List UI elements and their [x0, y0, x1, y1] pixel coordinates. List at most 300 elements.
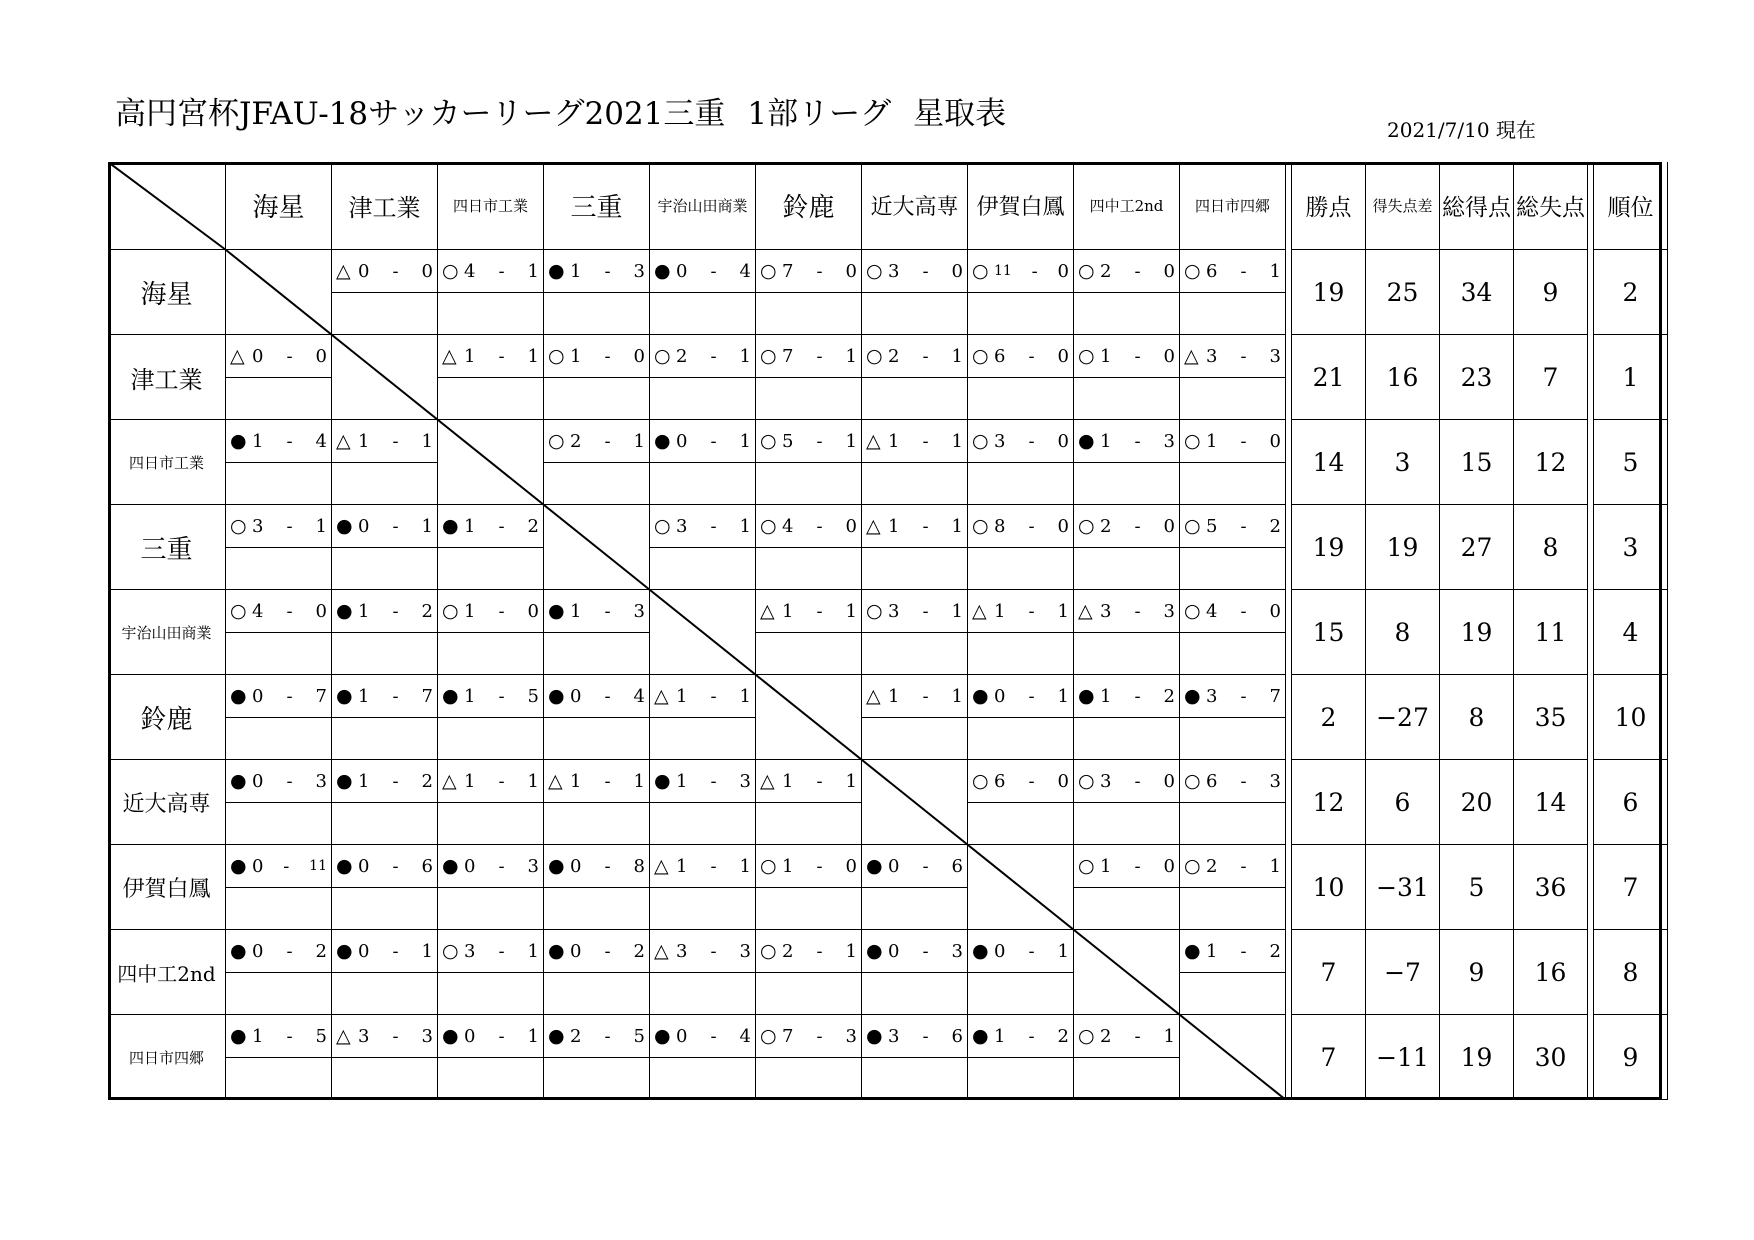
goals-for: 4 [464, 260, 476, 282]
score-dash: - [710, 430, 717, 452]
score-dash: - [604, 260, 611, 282]
goals-against: 0 [527, 600, 539, 622]
goals-for: 1 [464, 600, 476, 622]
score-dash: - [283, 855, 290, 877]
score-dash: - [498, 770, 505, 792]
result-mark: ● [866, 1025, 883, 1047]
rank-value: 10 [1594, 675, 1668, 760]
goals-against: 3 [633, 260, 645, 282]
goals-for: 0 [252, 685, 264, 707]
score-dash: - [816, 855, 823, 877]
goals-for: 1 [676, 685, 688, 707]
score-dash: - [392, 940, 399, 962]
goals-for: 0 [252, 855, 264, 877]
goals-against: 2 [1269, 940, 1281, 962]
goals-for: 0 [994, 685, 1006, 707]
goals-for: 0 [676, 1025, 688, 1047]
result-mark: ○ [760, 260, 777, 282]
goals-for: 7 [782, 1025, 794, 1047]
goals-for: 3 [358, 1025, 370, 1047]
goals-against: 5 [527, 685, 539, 707]
result-mark: △ [336, 1025, 351, 1047]
goals-against: 4 [315, 430, 327, 452]
goals-against: 1 [739, 430, 751, 452]
result-mark: ● [654, 430, 671, 452]
score-dash: - [1028, 430, 1035, 452]
column-header-team: 四中工2nd [1074, 162, 1180, 250]
goals-for: 6 [1206, 260, 1218, 282]
score-dash: - [286, 430, 293, 452]
goals-against: 4 [633, 685, 645, 707]
as-of-date: 2021/7/10 現在 [1387, 118, 1536, 142]
goals-against: 1 [739, 855, 751, 877]
result-mark: ○ [1184, 600, 1201, 622]
goals-for: 1 [464, 685, 476, 707]
result-mark: ● [548, 685, 565, 707]
result-mark: ○ [760, 345, 777, 367]
goals-against: 2 [421, 600, 433, 622]
score-dash: - [604, 430, 611, 452]
goals-against: 1 [845, 430, 857, 452]
goals-against: 0 [1163, 260, 1175, 282]
goal-difference-value: 3 [1366, 420, 1440, 505]
score-dash: - [1240, 685, 1247, 707]
result-mark: ○ [972, 515, 989, 537]
score-dash: - [286, 770, 293, 792]
column-header-team: 四日市工業 [438, 162, 544, 250]
row-header-team: 宇治山田商業 [108, 590, 226, 675]
goals-conceded-value: 11 [1514, 590, 1588, 675]
goals-for: 1 [252, 1025, 264, 1047]
score-dash: - [604, 940, 611, 962]
goals-for: 3 [252, 515, 264, 537]
goals-against: 1 [845, 940, 857, 962]
goals-scored-value: 19 [1440, 590, 1514, 675]
column-header-team: 津工業 [332, 162, 438, 250]
score-dash: - [392, 260, 399, 282]
points-value: 15 [1292, 590, 1366, 675]
goals-for: 3 [1100, 770, 1112, 792]
goals-against: 1 [633, 770, 645, 792]
result-mark: ● [1078, 685, 1095, 707]
goals-against: 0 [1269, 600, 1281, 622]
score-dash: - [1134, 1025, 1141, 1047]
result-mark: △ [866, 685, 881, 707]
goals-against: 7 [315, 685, 327, 707]
goals-against: 6 [951, 855, 963, 877]
goals-for: 1 [676, 770, 688, 792]
rank-value: 6 [1594, 760, 1668, 845]
goals-against: 1 [1269, 260, 1281, 282]
result-mark: ● [1184, 940, 1201, 962]
stat-header: 総失点 [1514, 162, 1588, 250]
score-dash: - [710, 345, 717, 367]
score-dash: - [1134, 600, 1141, 622]
goal-difference-value: −11 [1366, 1015, 1440, 1100]
score-dash: - [816, 260, 823, 282]
goals-for: 1 [888, 515, 900, 537]
score-dash: - [1134, 770, 1141, 792]
goals-for: 1 [994, 600, 1006, 622]
goals-for: 3 [1206, 685, 1218, 707]
goals-scored-value: 5 [1440, 845, 1514, 930]
score-dash: - [498, 1025, 505, 1047]
result-mark: ● [442, 1025, 459, 1047]
stat-header: 総得点 [1440, 162, 1514, 250]
score-dash: - [604, 345, 611, 367]
result-mark: ○ [1078, 855, 1095, 877]
score-dash: - [710, 940, 717, 962]
goals-against: 2 [527, 515, 539, 537]
result-mark: ○ [1184, 855, 1201, 877]
goals-for: 1 [570, 345, 582, 367]
result-mark: ● [336, 940, 353, 962]
result-mark: △ [760, 770, 775, 792]
result-mark: ● [654, 770, 671, 792]
goal-difference-value: 8 [1366, 590, 1440, 675]
goals-for: 1 [1100, 345, 1112, 367]
result-mark: ○ [230, 600, 247, 622]
goals-against: 1 [527, 345, 539, 367]
goal-difference-value: −27 [1366, 675, 1440, 760]
result-mark: △ [654, 685, 669, 707]
score-dash: - [922, 940, 929, 962]
goals-for: 6 [994, 345, 1006, 367]
goals-conceded-value: 30 [1514, 1015, 1588, 1100]
result-mark: ● [336, 855, 353, 877]
goals-for: 3 [1100, 600, 1112, 622]
goals-against: 1 [1269, 855, 1281, 877]
rank-value: 5 [1594, 420, 1668, 505]
score-dash: - [710, 685, 717, 707]
result-mark: ● [230, 855, 247, 877]
goals-for: 2 [1100, 260, 1112, 282]
goals-against: 1 [845, 600, 857, 622]
result-mark: ● [548, 855, 565, 877]
result-mark: ● [866, 940, 883, 962]
goals-for: 0 [994, 940, 1006, 962]
result-mark: ○ [972, 345, 989, 367]
diagonal-lines [108, 162, 1662, 1100]
goals-for: 6 [994, 770, 1006, 792]
goals-against: 1 [739, 515, 751, 537]
score-dash: - [710, 515, 717, 537]
goals-against: 0 [315, 345, 327, 367]
result-mark: ○ [1078, 345, 1095, 367]
stat-header: 順位 [1594, 162, 1668, 250]
goal-difference-value: 16 [1366, 335, 1440, 420]
score-dash: - [1240, 260, 1247, 282]
goals-for: 0 [358, 855, 370, 877]
goals-against: 2 [1057, 1025, 1069, 1047]
goals-against: 5 [633, 1025, 645, 1047]
score-dash: - [392, 855, 399, 877]
rank-value: 3 [1594, 505, 1668, 590]
result-mark: ● [230, 685, 247, 707]
goals-against: 0 [1057, 770, 1069, 792]
score-dash: - [922, 430, 929, 452]
goals-for: 0 [252, 770, 264, 792]
goals-for: 0 [252, 940, 264, 962]
goals-for: 4 [252, 600, 264, 622]
goals-against: 2 [1269, 515, 1281, 537]
column-header-team: 宇治山田商業 [650, 162, 756, 250]
result-mark: ● [230, 430, 247, 452]
result-mark: ● [442, 685, 459, 707]
goals-against: 1 [421, 940, 433, 962]
rank-value: 1 [1594, 335, 1668, 420]
goals-for: 2 [1206, 855, 1218, 877]
score-dash: - [604, 1025, 611, 1047]
result-mark: ● [548, 1025, 565, 1047]
goals-against: 11 [309, 858, 327, 874]
result-mark: △ [760, 600, 775, 622]
score-dash: - [498, 685, 505, 707]
goals-against: 3 [633, 600, 645, 622]
score-dash: - [1240, 430, 1247, 452]
result-mark: △ [336, 260, 351, 282]
goals-for: 5 [1206, 515, 1218, 537]
goals-for: 2 [888, 345, 900, 367]
stat-header: 勝点 [1292, 162, 1366, 250]
goals-against: 1 [845, 770, 857, 792]
score-dash: - [392, 515, 399, 537]
result-mark: ○ [548, 345, 565, 367]
goals-for: 1 [252, 430, 264, 452]
score-dash: - [816, 1025, 823, 1047]
goals-for: 1 [358, 685, 370, 707]
goals-scored-value: 23 [1440, 335, 1514, 420]
score-dash: - [286, 940, 293, 962]
score-dash: - [1134, 345, 1141, 367]
score-dash: - [816, 515, 823, 537]
result-mark: ○ [442, 600, 459, 622]
rank-value: 4 [1594, 590, 1668, 675]
goals-against: 3 [1163, 430, 1175, 452]
score-dash: - [604, 600, 611, 622]
result-mark: ○ [1078, 260, 1095, 282]
score-dash: - [816, 430, 823, 452]
result-mark: ● [230, 940, 247, 962]
rank-value: 9 [1594, 1015, 1668, 1100]
goals-against: 1 [527, 260, 539, 282]
goals-for: 1 [570, 260, 582, 282]
result-mark: ○ [230, 515, 247, 537]
goals-scored-value: 20 [1440, 760, 1514, 845]
goals-for: 1 [358, 430, 370, 452]
score-dash: - [1240, 770, 1247, 792]
goals-for: 1 [1206, 430, 1218, 452]
points-value: 19 [1292, 250, 1366, 335]
goals-against: 0 [845, 855, 857, 877]
rank-value: 2 [1594, 250, 1668, 335]
goals-against: 0 [1163, 345, 1175, 367]
goals-against: 0 [1057, 260, 1069, 282]
rank-value: 7 [1594, 845, 1668, 930]
score-dash: - [604, 770, 611, 792]
score-dash: - [922, 600, 929, 622]
result-mark: ○ [1184, 260, 1201, 282]
goals-for: 1 [1206, 940, 1218, 962]
goals-for: 3 [888, 1025, 900, 1047]
goals-for: 1 [782, 855, 794, 877]
goals-against: 1 [633, 430, 645, 452]
result-mark: ● [654, 1025, 671, 1047]
result-mark: △ [1078, 600, 1093, 622]
score-dash: - [816, 770, 823, 792]
goals-against: 0 [315, 600, 327, 622]
score-dash: - [1028, 515, 1035, 537]
goals-for: 3 [1206, 345, 1218, 367]
division-label: 1部リーグ [747, 96, 892, 132]
row-header-team: 海星 [108, 250, 226, 335]
result-mark: △ [654, 855, 669, 877]
stat-header: 得失点差 [1366, 162, 1440, 250]
result-mark: ● [972, 940, 989, 962]
result-mark: ○ [972, 260, 989, 282]
result-mark: △ [336, 430, 351, 452]
goals-for: 4 [782, 515, 794, 537]
score-dash: - [710, 770, 717, 792]
result-mark: ○ [654, 515, 671, 537]
score-dash: - [286, 515, 293, 537]
goals-for: 7 [782, 345, 794, 367]
goals-against: 6 [421, 855, 433, 877]
score-dash: - [1240, 515, 1247, 537]
goals-against: 3 [1269, 770, 1281, 792]
goals-for: 3 [676, 940, 688, 962]
result-mark: ○ [760, 515, 777, 537]
goals-against: 7 [1269, 685, 1281, 707]
goals-for: 1 [888, 430, 900, 452]
score-dash: - [392, 685, 399, 707]
result-mark: ● [548, 260, 565, 282]
score-dash: - [816, 940, 823, 962]
goals-for: 0 [676, 430, 688, 452]
goals-for: 0 [676, 260, 688, 282]
goals-for: 1 [994, 1025, 1006, 1047]
column-header-team: 海星 [226, 162, 332, 250]
goals-against: 1 [951, 345, 963, 367]
result-mark: ○ [654, 345, 671, 367]
goals-against: 1 [739, 685, 751, 707]
goals-against: 3 [421, 1025, 433, 1047]
result-mark: ● [972, 1025, 989, 1047]
goals-against: 3 [1269, 345, 1281, 367]
result-mark: ○ [760, 430, 777, 452]
goals-for: 2 [676, 345, 688, 367]
score-dash: - [1028, 770, 1035, 792]
goals-for: 1 [676, 855, 688, 877]
goals-for: 8 [994, 515, 1006, 537]
score-dash: - [392, 1025, 399, 1047]
column-header-team: 伊賀白鳳 [968, 162, 1074, 250]
score-dash: - [922, 345, 929, 367]
goal-difference-value: −7 [1366, 930, 1440, 1015]
goals-for: 3 [888, 600, 900, 622]
goals-against: 1 [1057, 600, 1069, 622]
goals-conceded-value: 16 [1514, 930, 1588, 1015]
score-dash: - [922, 1025, 929, 1047]
goals-for: 1 [1100, 855, 1112, 877]
goals-for: 1 [888, 685, 900, 707]
rank-value: 8 [1594, 930, 1668, 1015]
goals-against: 0 [951, 260, 963, 282]
points-value: 2 [1292, 675, 1366, 760]
goals-for: 2 [570, 430, 582, 452]
score-dash: - [498, 260, 505, 282]
goals-scored-value: 27 [1440, 505, 1514, 590]
result-mark: ○ [972, 430, 989, 452]
goal-difference-value: −31 [1366, 845, 1440, 930]
score-dash: - [392, 430, 399, 452]
points-value: 7 [1292, 1015, 1366, 1100]
goals-against: 4 [739, 1025, 751, 1047]
result-mark: ○ [1078, 1025, 1095, 1047]
goals-scored-value: 34 [1440, 250, 1514, 335]
goals-against: 3 [739, 770, 751, 792]
result-mark: ● [654, 260, 671, 282]
result-mark: ○ [1078, 515, 1095, 537]
result-mark: ○ [548, 430, 565, 452]
score-dash: - [816, 345, 823, 367]
score-dash: - [1134, 515, 1141, 537]
goals-for: 2 [1100, 1025, 1112, 1047]
goals-for: 3 [888, 260, 900, 282]
result-mark: △ [866, 430, 881, 452]
score-dash: - [286, 600, 293, 622]
points-value: 7 [1292, 930, 1366, 1015]
goals-for: 4 [1206, 600, 1218, 622]
goals-for: 3 [464, 940, 476, 962]
league-title: 高円宮杯JFAU-18サッカーリーグ2021三重 [115, 96, 726, 132]
result-mark: △ [548, 770, 563, 792]
score-dash: - [922, 855, 929, 877]
result-mark: ● [1078, 430, 1095, 452]
goals-against: 1 [1163, 1025, 1175, 1047]
table-kind-label: 星取表 [913, 96, 1007, 132]
column-header-team: 鈴鹿 [756, 162, 862, 250]
row-header-team: 四日市四郷 [108, 1015, 226, 1100]
result-mark: △ [972, 600, 987, 622]
goals-against: 0 [1057, 430, 1069, 452]
score-dash: - [1028, 685, 1035, 707]
goals-against: 2 [421, 770, 433, 792]
goals-against: 1 [315, 515, 327, 537]
self-match-diagonal [226, 250, 1286, 1100]
score-dash: - [1134, 855, 1141, 877]
score-dash: - [1240, 600, 1247, 622]
goals-against: 3 [951, 940, 963, 962]
goals-for: 0 [358, 260, 370, 282]
corner-diagonal [108, 162, 226, 250]
result-mark: ● [336, 600, 353, 622]
result-mark: ○ [442, 260, 459, 282]
goals-conceded-value: 35 [1514, 675, 1588, 760]
goals-against: 7 [421, 685, 433, 707]
row-header-team: 伊賀白鳳 [108, 845, 226, 930]
row-header-team: 近大高専 [108, 760, 226, 845]
goals-against: 1 [1057, 940, 1069, 962]
goals-against: 0 [1163, 770, 1175, 792]
result-mark: △ [654, 940, 669, 962]
result-mark: ○ [866, 345, 883, 367]
score-dash: - [922, 685, 929, 707]
row-header-team: 鈴鹿 [108, 675, 226, 760]
result-mark: ○ [1184, 430, 1201, 452]
goals-against: 1 [951, 600, 963, 622]
goals-against: 0 [633, 345, 645, 367]
